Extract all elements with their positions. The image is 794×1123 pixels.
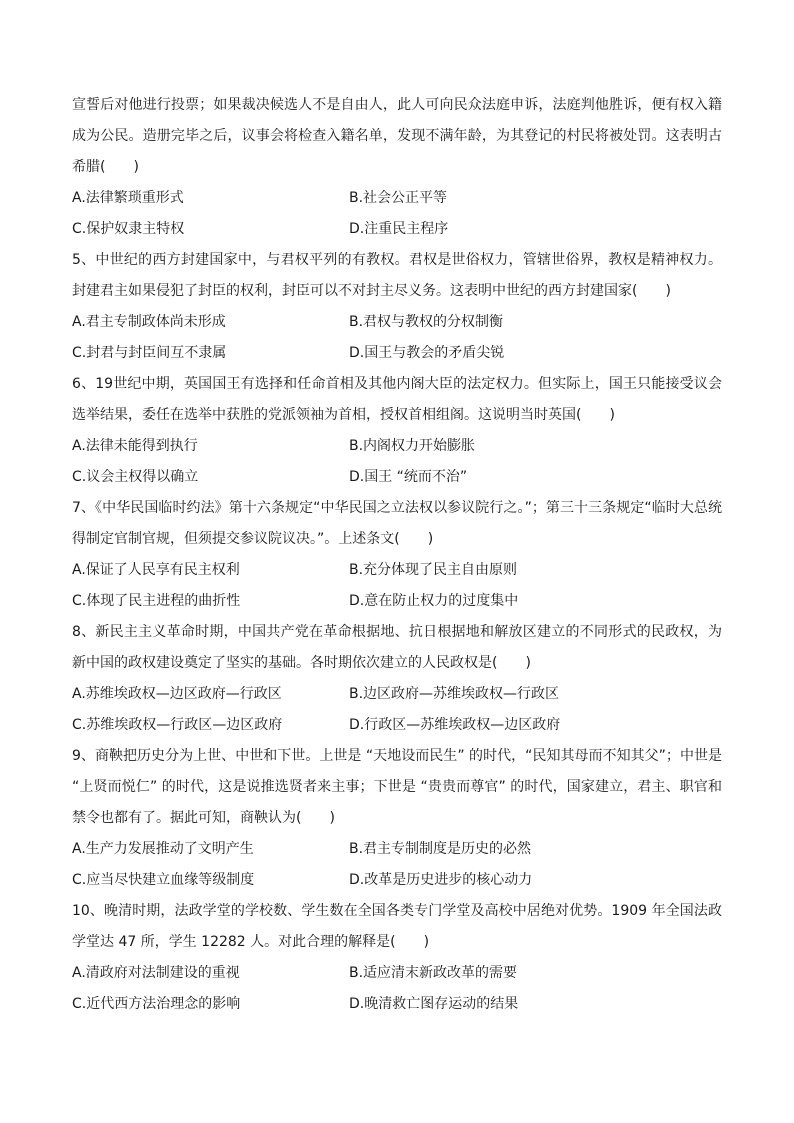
option-d[interactable]: D.意在防止权力的过度集中 bbox=[349, 593, 519, 609]
option-b[interactable]: B.适应清末新政改革的需要 bbox=[349, 965, 518, 981]
answer-options bbox=[72, 958, 722, 1020]
option-b[interactable]: B.君权与教权的分权制衡 bbox=[349, 314, 504, 330]
option-a[interactable]: A.君主专制政体尚未形成 bbox=[72, 314, 226, 330]
option-c[interactable]: C.体现了民主进程的曲折性 bbox=[72, 593, 241, 609]
question-stem: 6、19世纪中期，英国国王有选择和任命首相及其他内阁大臣的法定权力。但实际上，国王只能接受议会选举结果，委任在选举中获胜的党派领袖为首相，授权首相组阁。这说明当时英国( ) bbox=[72, 376, 722, 423]
option-d[interactable]: D.晚清救亡图存运动的结果 bbox=[349, 996, 519, 1012]
question-10 bbox=[72, 896, 722, 1020]
option-a[interactable]: A.苏维埃政权—边区政府—行政区 bbox=[72, 686, 282, 702]
answer-options bbox=[72, 679, 722, 741]
question-8 bbox=[72, 617, 722, 741]
question-stem: 9、商鞅把历史分为上世、中世和下世。上世是 “天地设而民生” 的时代，“民知其母而不知其父”；中世是 “上贤而悦仁” 的时代，这是说推选贤者来主事；下世是 “贵贵而尊官” 的时代，国家建立，君主、职官和禁令也都有了。据此可知，商鞅认为( ) bbox=[72, 748, 722, 826]
option-b[interactable]: B.充分体现了民主自由原则 bbox=[349, 562, 518, 578]
question-stem: 8、新民主主义革命时期，中国共产党在革命根据地、抗日根据地和解放区建立的不同形式的民政权，为新中国的政权建设奠定了坚实的基础。各时期依次建立的人民政权是( ) bbox=[72, 624, 722, 671]
answer-options bbox=[72, 307, 722, 369]
option-c[interactable]: C.封君与封臣间互不隶属 bbox=[72, 345, 227, 361]
option-b[interactable]: B.边区政府—苏维埃政权—行政区 bbox=[349, 686, 560, 702]
option-c[interactable]: C.应当尽快建立血缘等级制度 bbox=[72, 872, 255, 888]
question-5 bbox=[72, 245, 722, 369]
option-a[interactable]: A.保证了人民享有民主权利 bbox=[72, 562, 240, 578]
answer-options bbox=[72, 183, 722, 245]
option-a[interactable]: A.生产力发展推动了文明产生 bbox=[72, 841, 254, 857]
option-d[interactable]: D.行政区—苏维埃政权—边区政府 bbox=[349, 717, 561, 733]
question-stem: 宣誓后对他进行投票；如果裁决候选人不是自由人，此人可向民众法庭申诉，法庭判他胜诉，便有权入籍成为公民。造册完毕之后，议事会将检查入籍名单，发现不满年龄，为其登记的村民将被处罚。这表明古希腊( ) bbox=[72, 97, 722, 175]
exam-page bbox=[72, 90, 722, 1020]
option-a[interactable]: A.清政府对法制建设的重视 bbox=[72, 965, 240, 981]
question-6 bbox=[72, 369, 722, 493]
option-c[interactable]: C.近代西方法治理念的影响 bbox=[72, 996, 241, 1012]
option-d[interactable]: D.改革是历史进步的核心动力 bbox=[349, 872, 533, 888]
option-c[interactable]: C.议会主权得以确立 bbox=[72, 469, 199, 485]
option-b[interactable]: B.君主专制制度是历史的必然 bbox=[349, 841, 532, 857]
question-4-continued bbox=[72, 90, 722, 245]
option-b[interactable]: B.内阁权力开始膨胀 bbox=[349, 438, 476, 454]
option-c[interactable]: C.苏维埃政权—行政区—边区政府 bbox=[72, 717, 283, 733]
option-d[interactable]: D.注重民主程序 bbox=[349, 221, 449, 237]
option-b[interactable]: B.社会公正平等 bbox=[349, 190, 448, 206]
question-7 bbox=[72, 493, 722, 617]
question-stem: 5、中世纪的西方封建国家中，与君权平列的有教权。君权是世俗权力，管辖世俗界，教权是精神权力。封建君主如果侵犯了封臣的权利，封臣可以不对封主尽义务。这表明中世纪的西方封建国家( ) bbox=[72, 252, 722, 299]
question-9 bbox=[72, 741, 722, 896]
answer-options bbox=[72, 431, 722, 493]
question-stem: 10、晚清时期，法政学堂的学校数、学生数在全国各类专门学堂及高校中居绝对优势。1909 年全国法政学堂达 47 所，学生 12282 人。对此合理的解释是( ) bbox=[72, 903, 722, 950]
option-a[interactable]: A.法律繁琐重形式 bbox=[72, 190, 184, 206]
answer-options bbox=[72, 555, 722, 617]
option-d[interactable]: D.国王与教会的矛盾尖锐 bbox=[349, 345, 505, 361]
option-d[interactable]: D.国王 “统而不治” bbox=[349, 469, 468, 485]
question-stem: 7、《中华民国临时约法》第十六条规定“中华民国之立法权以参议院行之。”；第三十三条规定“临时大总统得制定官制官规，但须提交参议院议决。”。上述条文( ) bbox=[72, 500, 722, 547]
option-a[interactable]: A.法律未能得到执行 bbox=[72, 438, 198, 454]
option-c[interactable]: C.保护奴隶主特权 bbox=[72, 221, 185, 237]
answer-options bbox=[72, 834, 722, 896]
